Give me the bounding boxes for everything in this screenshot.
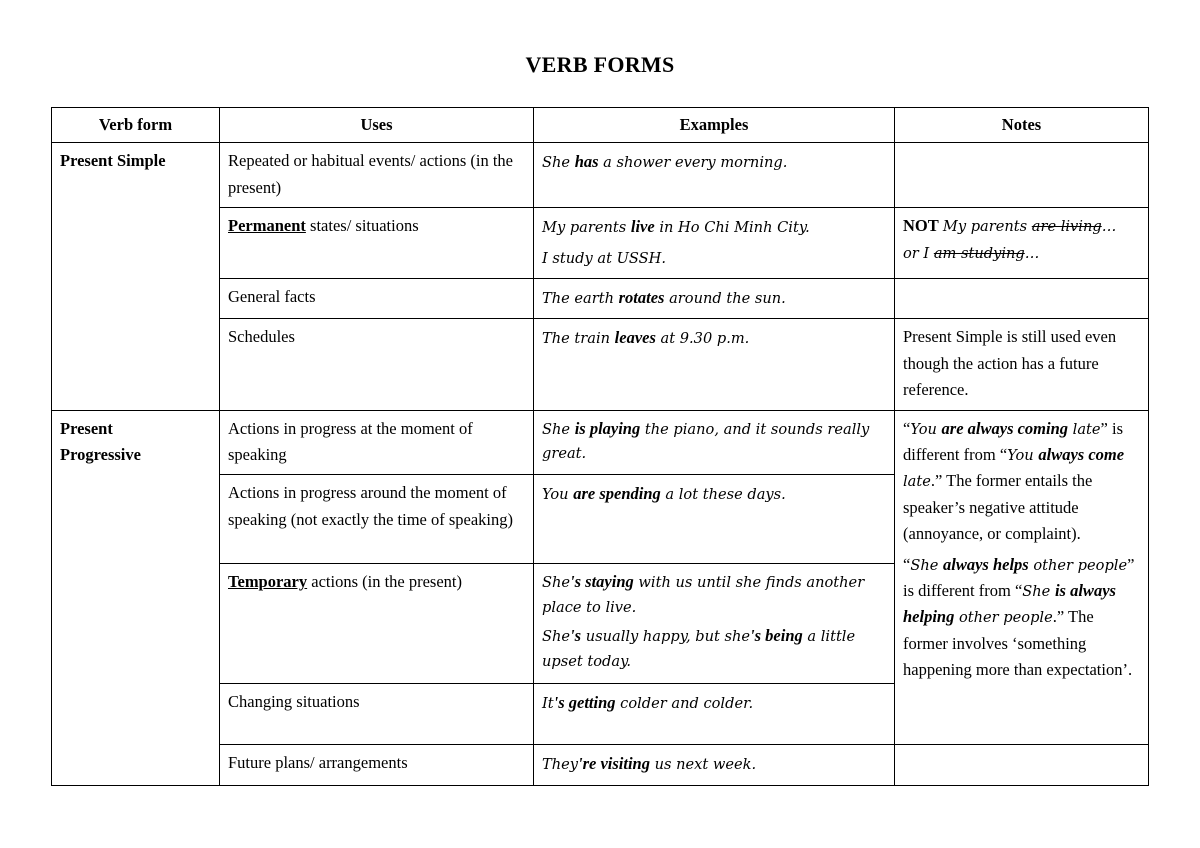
note-paragraph: “She always helps other people” is different from “She is always helping other people.” The former involves ‘something happening more than expectation’. [903,554,1135,680]
note-paragraph: “You are always coming late” is different from “You always come late.” The former entails the speaker’s negative attitude (annoyance, or complaint). [903,418,1125,544]
table-header-row [52,108,1149,143]
use-cell: Actions in progress around the moment of speaking (not exactly the time of speaking) [220,475,534,564]
use-cell: Temporary actions (in the present) [220,564,534,684]
verb-forms-table [51,107,1149,786]
verb-form-label: Present Simple [60,151,166,171]
example-cell: They're visiting us next week. [534,745,895,786]
note-cell [895,278,1149,319]
example-cell: The earth rotates around the sun. [534,278,895,319]
verb-form-present-simple [52,143,220,410]
verb-form-label: Progressive [60,445,141,465]
note-cell: Present Simple is still used even though the action has a future reference. [895,319,1149,410]
table-row [52,410,1149,475]
use-cell: Changing situations [220,684,534,745]
header-verb-form: Verb form [52,108,220,143]
use-cell: Permanent states/ situations [220,208,534,278]
example-cell: You are spending a lot these days. [534,475,895,564]
page-title: VERB FORMS [525,52,675,77]
example-cell: My parents live in Ho Chi Minh City. I study at USSH. [534,208,895,278]
header-notes: Notes [895,108,1149,143]
note-cell [895,745,1149,786]
verb-form-label: Present [60,418,113,438]
note-cell: NOT My parents are living… or I am studying… [895,208,1149,278]
example-cell: She has a shower every morning. [534,143,895,208]
header-examples: Examples [534,108,895,143]
use-cell: Future plans/ arrangements [220,745,534,786]
header-uses: Uses [220,108,534,143]
example-cell: She's staying with us until she finds another place to live. She's usually happy, but she's being a little upset today. [534,564,895,684]
use-cell: Schedules [220,319,534,410]
note-cell [895,143,1149,208]
example-cell: The train leaves at 9.30 p.m. [534,319,895,410]
use-emphasis: Temporary [228,572,308,592]
verb-form-present-progressive [52,410,220,786]
use-cell: Repeated or habitual events/ actions (in the present) [220,143,534,208]
use-emphasis: Permanent [228,216,306,236]
table-row [52,143,1149,208]
use-cell: Actions in progress at the moment of speaking [220,410,534,475]
use-cell: General facts [220,278,534,319]
note-cell [895,410,1149,745]
example-cell: She is playing the piano, and it sounds really great. [534,410,895,475]
example-cell: It's getting colder and colder. [534,684,895,745]
